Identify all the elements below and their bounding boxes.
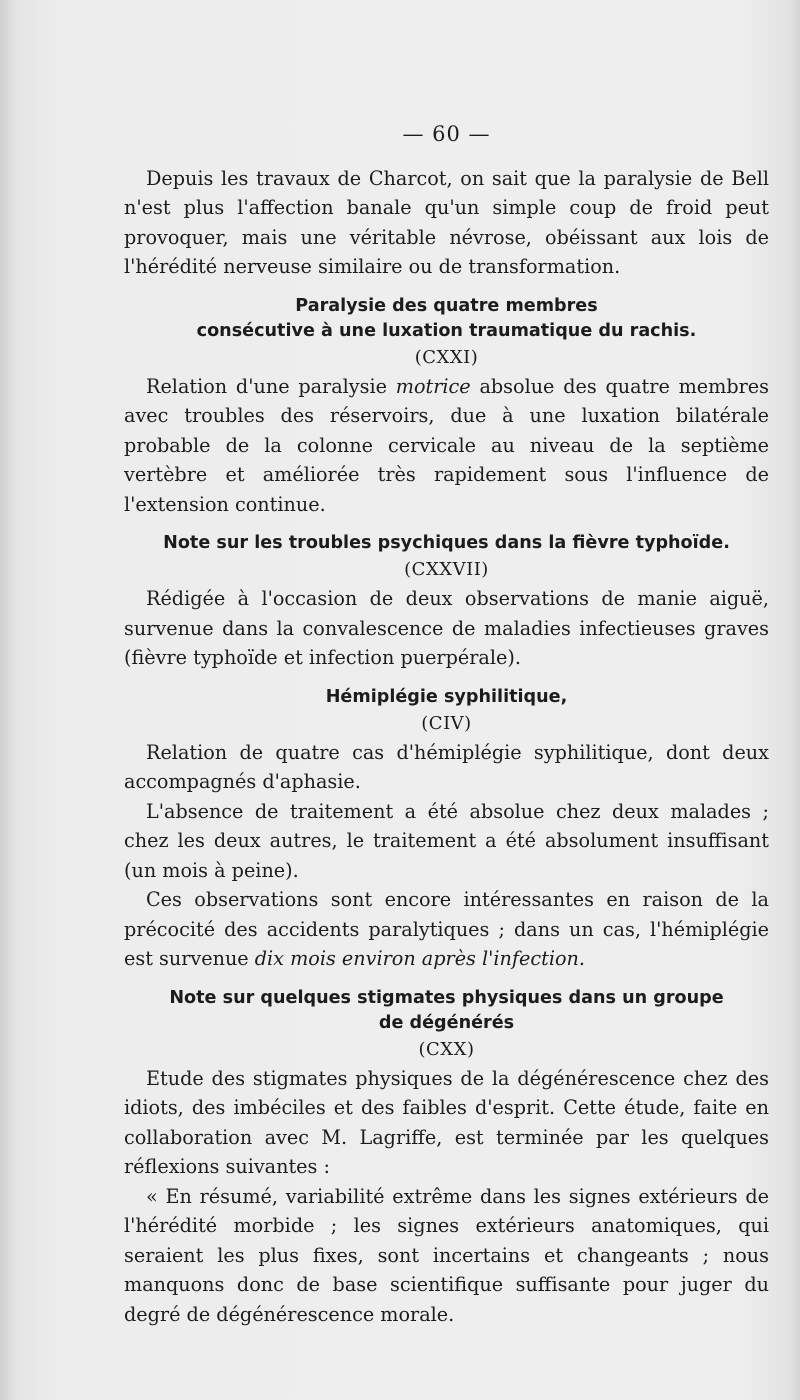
heading-line: Note sur quelques stigmates physiques dans un groupe bbox=[169, 987, 724, 1008]
paragraph bbox=[124, 372, 769, 520]
section-heading-hemiplegie: Hémiplégie syphilitique, bbox=[325, 686, 568, 707]
paragraph bbox=[124, 885, 769, 974]
heading-line: Paralysie des quatre membres bbox=[295, 295, 598, 316]
reference-number: (CXX) bbox=[418, 1038, 475, 1060]
intro-paragraph: Depuis les travaux de Charcot, on sait que la paralysie de Bell n'est plus l'affection banale qu'un simple coup de froid peut provoquer, mais une véritable névrose, obéissant aux lois de l'hérédité nerveuse similaire ou de transformation. bbox=[124, 166, 769, 278]
heading-line: consécutive à une luxation traumatique du rachis. bbox=[196, 320, 697, 341]
section-heading-paralysie bbox=[124, 294, 769, 344]
heading-line: de dégénérés bbox=[378, 1012, 515, 1033]
section-heading-typhoide: Note sur les troubles psychiques dans la fièvre typhoïde. bbox=[163, 533, 730, 553]
paragraph: L'absence de traitement a été absolue chez deux malades ; chez les deux autres, le traitement a été absolument insuffisant (un mois à peine). bbox=[124, 799, 769, 882]
italic-text: dix mois environ après l'infection. bbox=[254, 947, 585, 970]
text-run: absolue des quatre membres avec troubles des réservoirs, due à une luxation bilatérale probable de la colonne cervicale au niveau de la septième vertèbre et améliorée très rapidement sous l'influence de l'extension continue. bbox=[124, 374, 769, 516]
text-run: Ces observations sont encore intéressantes en raison de la précocité des accidents paralytiques ; dans un cas, l'hémiplégie est survenue bbox=[124, 888, 769, 970]
page-number: — 60 — bbox=[402, 122, 491, 146]
reference-number: (CXXI) bbox=[414, 346, 479, 368]
paragraph: « En résumé, variabilité extrême dans les signes extérieurs de l'hérédité morbide ; les signes extérieurs anatomiques, qui seraient les plus fixes, sont incertains et changeants ; nous manquons donc de base scientifique suffisante pour juger du degré de dégénérescence morale. bbox=[124, 1184, 769, 1326]
paragraph: Etude des stigmates physiques de la dégénérescence chez des idiots, des imbéciles et des faibles d'esprit. Cette étude, faite en collaboration avec M. Lagriffe, est terminée par les quelques réflexions suivantes : bbox=[124, 1066, 769, 1178]
text-run: Relation d'une paralysie bbox=[146, 374, 396, 398]
reference-number: (CXXVII) bbox=[404, 559, 489, 580]
section-heading-stigmates bbox=[124, 986, 769, 1036]
paragraph: Relation de quatre cas d'hémiplégie syphilitique, dont deux accompagnés d'aphasie. bbox=[124, 740, 769, 793]
page-content bbox=[124, 120, 769, 1329]
italic-text: motrice bbox=[395, 374, 471, 398]
paragraph: Rédigée à l'occasion de deux observations de manie aiguë, survenue dans la convalescence de maladies infectieuses graves (fièvre typhoïde et infection puerpérale). bbox=[124, 587, 769, 669]
reference-number: (CIV) bbox=[421, 712, 472, 734]
